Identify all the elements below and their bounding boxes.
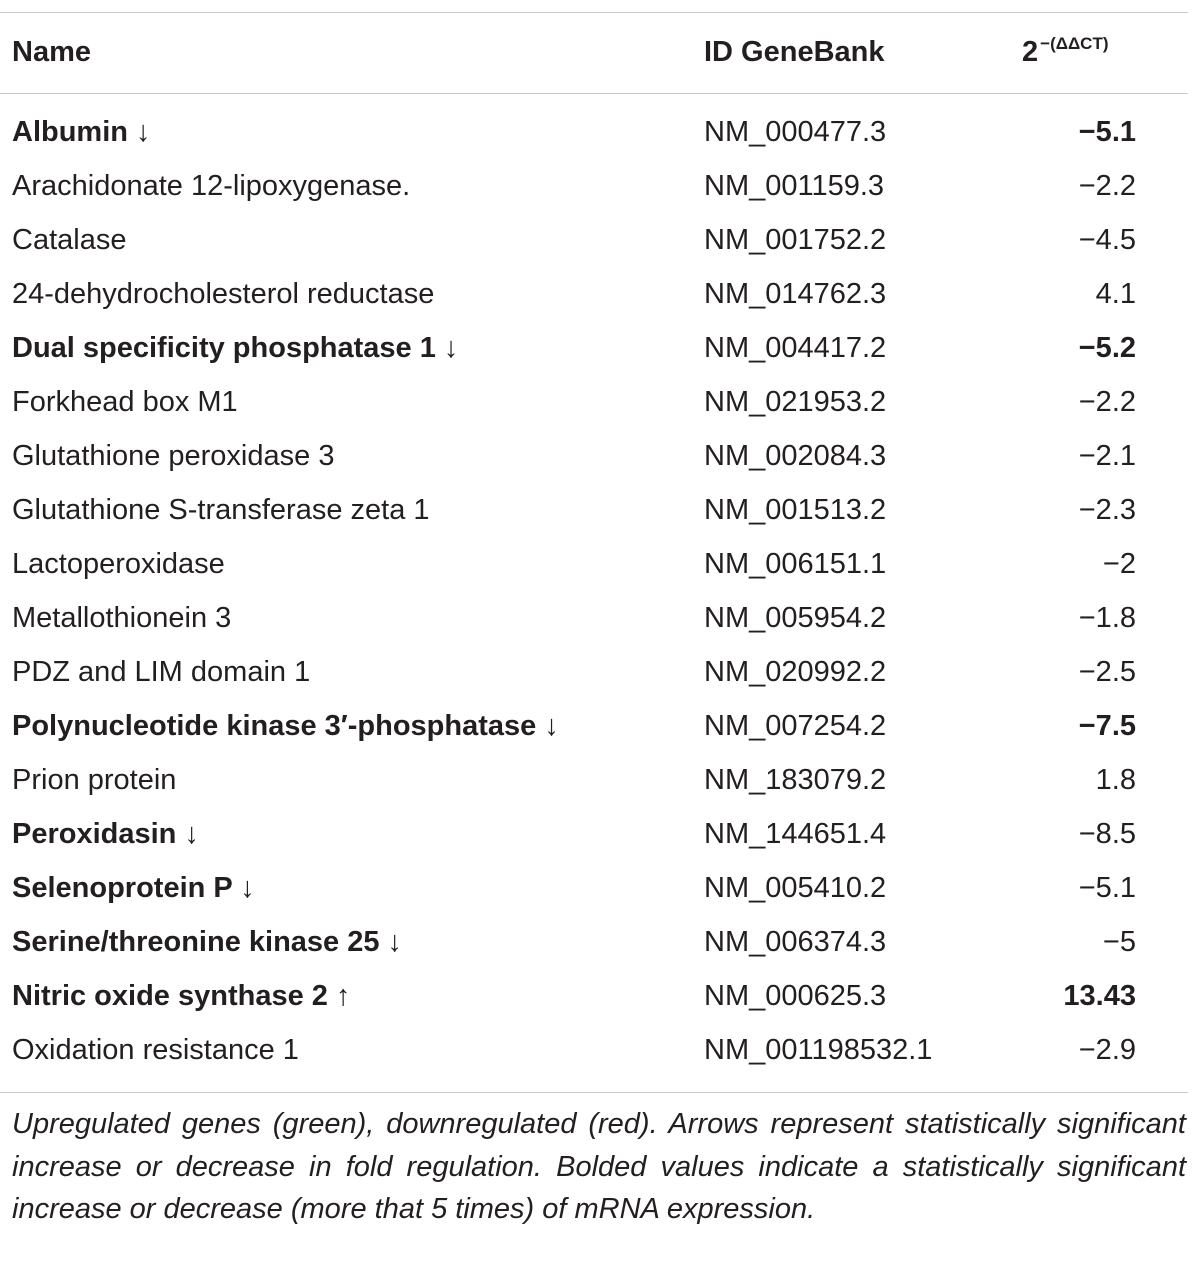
gene-name: Forkhead box M1 (12, 386, 238, 418)
fold-change-value: −2.9 (1078, 1034, 1136, 1066)
gene-name: Oxidation resistance 1 (12, 1034, 299, 1066)
table-row (0, 593, 1188, 647)
genebank-id: NM_006374.3 (704, 926, 887, 958)
fold-change-value: −4.5 (1078, 224, 1136, 256)
gene-name: PDZ and LIM domain 1 (12, 656, 311, 688)
genebank-id: NM_006151.1 (704, 548, 887, 580)
genebank-id: NM_020992.2 (704, 656, 887, 688)
fold-change-value: −5.1 (1078, 116, 1136, 148)
gene-name: Dual specificity phosphatase 1 ↓ (12, 332, 459, 364)
genebank-id: NM_183079.2 (704, 764, 887, 796)
genebank-id: NM_002084.3 (704, 440, 887, 472)
fold-change-exponent: −(ΔΔCT) (1040, 34, 1109, 53)
column-header-name: Name (12, 36, 91, 68)
fold-change-value: −5 (1102, 926, 1136, 958)
gene-name: Serine/threonine kinase 25 ↓ (12, 926, 403, 958)
genebank-id: NM_000477.3 (704, 116, 887, 148)
table-row (0, 701, 1188, 755)
fold-change-value: −7.5 (1078, 710, 1136, 742)
header-rule (0, 93, 1188, 94)
genebank-id: NM_005410.2 (704, 872, 887, 904)
gene-name: 24-dehydrocholesterol reductase (12, 278, 435, 310)
genebank-id: NM_001159.3 (704, 170, 885, 202)
genebank-id: NM_021953.2 (704, 386, 887, 418)
gene-name: Lactoperoxidase (12, 548, 225, 580)
fold-change-value: −2.2 (1078, 386, 1136, 418)
gene-name: Catalase (12, 224, 127, 256)
table-row (0, 377, 1188, 431)
table-row (0, 161, 1188, 215)
gene-name: Polynucleotide kinase 3′-phosphatase ↓ (12, 710, 559, 742)
fold-change-value: 4.1 (1095, 278, 1136, 310)
table-row (0, 431, 1188, 485)
gene-name: Arachidonate 12-lipoxygenase. (12, 170, 411, 202)
fold-change-value: −1.8 (1078, 602, 1136, 634)
table-row (0, 863, 1188, 917)
table-row (0, 107, 1188, 161)
fold-change-value: −2.1 (1078, 440, 1136, 472)
genebank-id: NM_014762.3 (704, 278, 887, 310)
genebank-id: NM_004417.2 (704, 332, 887, 364)
table-row (0, 269, 1188, 323)
table-row (0, 917, 1188, 971)
genebank-id: NM_005954.2 (704, 602, 887, 634)
table-row (0, 215, 1188, 269)
table-footnote: Upregulated genes (green), downregulated (red). Arrows represent statistically significant increase or decrease in fold regulation. Bolded values indicate a statistically significant increase or decrease (more that 5 times) of mRNA expression. (12, 1108, 1186, 1225)
table-row (0, 647, 1188, 701)
fold-change-value: −2.2 (1078, 170, 1136, 202)
fold-change-base: 2 (1022, 36, 1039, 68)
table-body (0, 107, 1188, 1079)
table-bottom-rule (0, 1092, 1188, 1093)
genebank-id: NM_007254.2 (704, 710, 887, 742)
table-top-rule (0, 12, 1188, 13)
fold-change-value: −2 (1102, 548, 1136, 580)
fold-change-value: −2.3 (1078, 494, 1136, 526)
gene-name: Glutathione peroxidase 3 (12, 440, 335, 472)
gene-name: Glutathione S-transferase zeta 1 (12, 494, 430, 526)
genebank-id: NM_000625.3 (704, 980, 887, 1012)
fold-change-value: 1.8 (1095, 764, 1136, 796)
table-row (0, 971, 1188, 1025)
gene-name: Metallothionein 3 (12, 602, 232, 634)
table-row (0, 323, 1188, 377)
genebank-id: NM_001752.2 (704, 224, 887, 256)
genebank-id: NM_001198532.1 (704, 1034, 933, 1066)
genebank-id: NM_001513.2 (704, 494, 887, 526)
gene-name: Peroxidasin ↓ (12, 818, 199, 850)
fold-change-value: 13.43 (1063, 980, 1136, 1012)
table-row (0, 809, 1188, 863)
column-header-genebank-id: ID GeneBank (704, 36, 885, 68)
table-row (0, 539, 1188, 593)
column-header-fold-change (1022, 36, 1109, 69)
gene-name: Selenoprotein P ↓ (12, 872, 255, 904)
table-row (0, 1025, 1188, 1079)
gene-name: Prion protein (12, 764, 177, 796)
table-row (0, 485, 1188, 539)
genebank-id: NM_144651.4 (704, 818, 887, 850)
table-row (0, 755, 1188, 809)
fold-change-value: −2.5 (1078, 656, 1136, 688)
gene-name: Nitric oxide synthase 2 ↑ (12, 980, 351, 1012)
fold-change-value: −8.5 (1078, 818, 1136, 850)
fold-change-value: −5.1 (1078, 872, 1136, 904)
fold-change-value: −5.2 (1078, 332, 1136, 364)
gene-name: Albumin ↓ (12, 116, 151, 148)
